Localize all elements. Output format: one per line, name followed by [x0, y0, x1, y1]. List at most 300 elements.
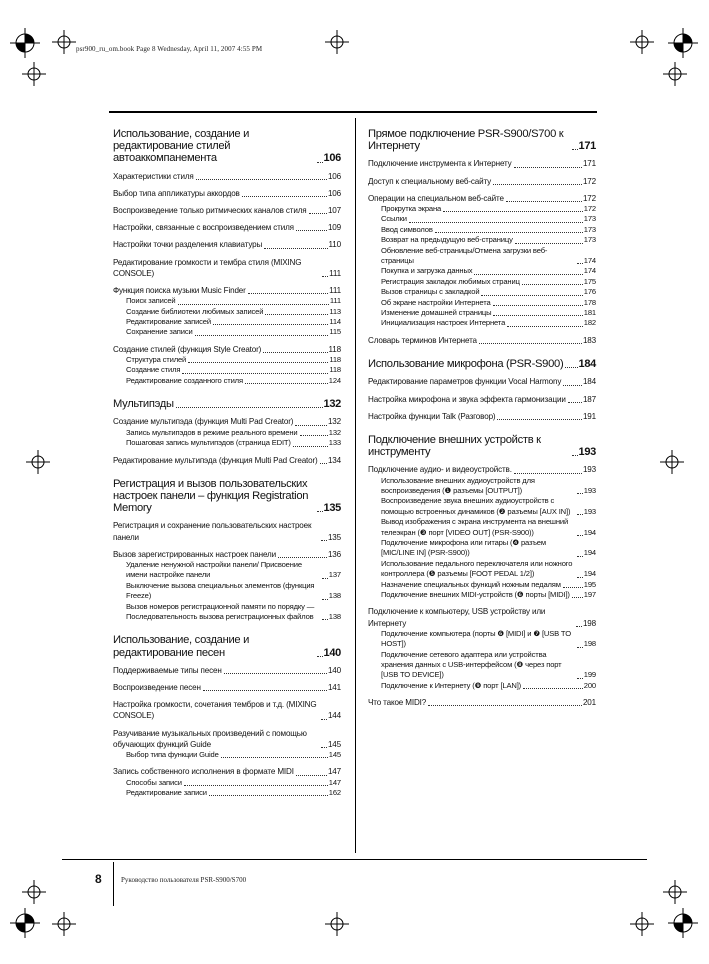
page-number: 8 — [95, 872, 102, 886]
toc-entry[interactable] — [113, 365, 341, 375]
toc-entry-title: Запись мультипэдов в режиме реального времени — [126, 427, 298, 437]
dot-leader — [572, 597, 583, 598]
dot-leader — [493, 184, 582, 185]
toc-entry-page: 106 — [323, 152, 341, 165]
dot-leader — [322, 578, 328, 579]
toc-entry[interactable] — [113, 665, 341, 676]
dot-leader — [481, 295, 582, 296]
toc-entry-title: Создание мультипэда (функция Multi Pad Creator) — [113, 417, 294, 427]
toc-entry[interactable] — [113, 344, 341, 355]
toc-entry[interactable] — [113, 222, 341, 233]
toc-entry[interactable] — [113, 327, 341, 337]
toc-entry[interactable] — [113, 602, 341, 623]
toc-entry-title: Настройка микрофона и звука эффекта гармонизации — [368, 394, 566, 404]
toc-entry-title: Использование внешних аудиоустройств для воспроизведения (❶ разъемы [OUTPUT]) — [381, 475, 535, 495]
toc-entry-page: 145 — [327, 739, 341, 749]
toc-entry-page: 144 — [327, 711, 341, 721]
toc-entry[interactable] — [113, 455, 341, 466]
toc-entry-title: Воспроизведение только ритмических каналов стиля — [113, 206, 307, 216]
crop-mark-top-right-3 — [663, 62, 687, 86]
toc-entry-page: 138 — [328, 591, 341, 601]
dot-leader — [493, 305, 583, 306]
bottom-rule — [62, 859, 647, 860]
toc-entry-title: Редактирование громкости и тембра стиля (MIXING CONSOLE) — [113, 257, 302, 278]
toc-entry-title: Подключение к компьютеру, USB устройству или Интернету — [368, 607, 546, 628]
toc-entry-title: Использование, создание и редактирование песен — [113, 634, 250, 659]
crop-mark-bottom-right-2 — [630, 912, 654, 936]
toc-entry[interactable] — [113, 778, 341, 788]
toc-entry-page: 106 — [327, 171, 341, 181]
toc-entry-title: Создание стилей (функция Style Creator) — [113, 344, 262, 354]
toc-entry-page: 147 — [328, 777, 341, 787]
toc-entry[interactable] — [368, 287, 596, 297]
print-header: psr900_ru_om.book Page 8 Wednesday, April 11, 2007 4:55 PM — [76, 45, 263, 53]
toc-entry[interactable] — [368, 476, 596, 497]
toc-entry-page: 111 — [329, 286, 341, 296]
toc-entry-page: 194 — [583, 569, 596, 579]
dot-leader — [514, 167, 582, 168]
crop-mark-bottom-left — [22, 880, 46, 904]
toc-entry-page: 118 — [328, 344, 341, 354]
dot-leader — [572, 455, 578, 456]
toc-entry[interactable] — [368, 277, 596, 287]
toc-entry-page: 193 — [582, 465, 596, 475]
toc-entry[interactable] — [113, 428, 341, 438]
toc-entry-title: Создание стиля — [126, 365, 181, 375]
toc-entry-page: 106 — [327, 188, 341, 198]
toc-entry[interactable] — [113, 285, 341, 296]
toc-entry[interactable] — [113, 549, 341, 560]
dot-leader — [317, 511, 323, 512]
toc-entry[interactable] — [368, 538, 596, 559]
dot-leader — [264, 248, 327, 249]
toc-entry-title: Подключение к Интернету (❾ порт [LAN]) — [381, 680, 522, 690]
crop-mark-top-right-2 — [668, 28, 698, 58]
toc-entry-title: Поиск записей — [126, 296, 176, 306]
toc-entry-title: Покупка и загрузка данных — [381, 266, 473, 276]
dot-leader — [317, 162, 323, 163]
dot-leader — [514, 473, 582, 474]
toc-entry-title: Создание библиотеки любимых записей — [126, 306, 264, 316]
toc-entry-title: Доступ к специальному веб-сайту — [368, 176, 492, 186]
column-divider — [355, 118, 356, 853]
toc-entry-page: 191 — [582, 411, 596, 421]
toc-entry-title: Ввод символов — [381, 224, 433, 234]
toc-entry[interactable] — [113, 634, 341, 658]
crop-mark-middle-left — [26, 450, 50, 474]
toc-entry[interactable] — [368, 434, 596, 458]
toc-entry-page: 132 — [323, 398, 341, 411]
toc-entry-title: Ссылки — [381, 214, 407, 224]
dot-leader — [224, 673, 327, 674]
toc-entry[interactable] — [368, 308, 596, 318]
dot-leader — [182, 373, 328, 374]
toc-entry-title: Редактирование записей — [126, 317, 211, 327]
toc-entry-title: Способы записи — [126, 777, 182, 787]
toc-entry-page: 198 — [583, 639, 596, 649]
dot-leader — [577, 535, 583, 536]
crop-mark-top-center — [325, 30, 349, 54]
toc-entry[interactable] — [368, 246, 596, 267]
toc-entry[interactable] — [368, 411, 596, 422]
dot-leader — [203, 690, 327, 691]
toc-entry[interactable] — [113, 355, 341, 365]
toc-column-right — [368, 128, 596, 708]
toc-entry-title: Подключение сетевого адаптера или устройства хранения данных с USB-интерфейсом (❽ через порт [USB TO DEVICE]) — [381, 649, 562, 680]
toc-entry-title: Функция поиска музыки Music Finder — [113, 286, 246, 296]
toc-entry-title: Выключение вызова специальных элементов (функция Freeze) — [126, 580, 315, 601]
toc-entry-page: 173 — [583, 224, 596, 234]
toc-entry-page: 162 — [328, 788, 341, 797]
toc-entry-page: 184 — [578, 358, 596, 371]
toc-entry-title: Удаление ненужной настройки панели/ Присвоение имени настройке панели — [126, 559, 302, 580]
toc-entry-page: 140 — [327, 665, 341, 675]
dot-leader — [248, 293, 328, 294]
dot-leader — [213, 324, 328, 325]
toc-entry[interactable] — [368, 606, 596, 628]
crop-mark-top-left-2 — [52, 30, 76, 54]
toc-entry-page: 171 — [578, 140, 596, 153]
toc-entry[interactable] — [368, 376, 596, 387]
toc-entry[interactable] — [113, 128, 341, 165]
dot-leader — [295, 425, 327, 426]
toc-entry[interactable] — [368, 193, 596, 204]
toc-entry-page: 124 — [328, 375, 341, 385]
dot-leader — [322, 276, 328, 277]
dot-leader — [320, 463, 327, 464]
toc-entry-title: Характеристики стиля — [113, 171, 194, 181]
dot-leader — [178, 304, 329, 305]
toc-entry[interactable] — [113, 307, 341, 317]
toc-entry-title: Подключение аудио- и видеоустройств. — [368, 465, 512, 475]
footer-title: Руководство пользователя PSR-S900/S700 — [121, 876, 247, 884]
toc-entry-page: 111 — [329, 296, 341, 306]
toc-entry-title: Назначение специальных функций ножным педалям — [381, 579, 561, 589]
toc-entry[interactable] — [368, 204, 596, 214]
dot-leader — [435, 232, 583, 233]
toc-entry-title: Настройка громкости, сочетания тембров и т.д. (MIXING CONSOLE) — [113, 700, 317, 721]
toc-entry-page: 137 — [328, 570, 341, 580]
toc-entry-page: 107 — [327, 206, 341, 216]
dot-leader — [506, 201, 582, 202]
toc-entry-title: Настройки, связанные с воспроизведением стиля — [113, 223, 294, 233]
toc-entry-page: 194 — [583, 527, 596, 537]
dot-leader — [563, 587, 583, 588]
toc-entry-title: Настройки точки разделения клавиатуры — [113, 240, 263, 250]
toc-entry-title: Пошаговая запись мультипэдов (страница EDIT) — [126, 438, 291, 448]
toc-entry[interactable] — [368, 590, 596, 600]
dot-leader — [278, 557, 327, 558]
toc-entry-page: 147 — [327, 767, 341, 777]
dot-leader — [576, 626, 582, 627]
dot-leader — [428, 705, 582, 706]
toc-entry[interactable] — [368, 158, 596, 169]
dot-leader — [577, 647, 583, 648]
toc-entry-page: 172 — [583, 204, 596, 214]
dot-leader — [317, 656, 323, 657]
dot-leader — [184, 785, 328, 786]
toc-entry[interactable] — [368, 559, 596, 580]
toc-entry-page: 193 — [583, 485, 596, 495]
dot-leader — [242, 196, 327, 197]
dot-leader — [568, 402, 582, 403]
toc-entry-page: 184 — [582, 377, 596, 387]
dot-leader — [577, 556, 583, 557]
toc-entry-page: 133 — [328, 438, 341, 448]
dot-leader — [565, 367, 577, 368]
toc-entry-page: 115 — [329, 327, 341, 337]
toc-entry[interactable] — [113, 376, 341, 386]
toc-entry-title: Прокрутка экрана — [381, 204, 442, 214]
dot-leader — [577, 514, 583, 515]
toc-entry-title: Воспроизведение песен — [113, 682, 201, 692]
toc-entry-page: 182 — [583, 318, 596, 328]
toc-entry-title: Регистрация и сохранение пользовательских настроек панели — [113, 521, 312, 542]
toc-entry[interactable] — [113, 788, 341, 798]
dot-leader — [188, 362, 328, 363]
toc-entry[interactable] — [113, 416, 341, 427]
dot-leader — [497, 419, 581, 420]
toc-entry[interactable] — [368, 650, 596, 681]
dot-leader — [577, 263, 583, 264]
toc-entry[interactable] — [113, 728, 341, 750]
toc-entry-title: Обновление веб-страницы/Отмена загрузки веб-страницы — [381, 245, 548, 266]
toc-entry[interactable] — [113, 205, 341, 216]
toc-entry[interactable] — [368, 225, 596, 235]
toc-entry[interactable] — [368, 394, 596, 405]
toc-entry[interactable] — [113, 257, 341, 279]
dot-leader — [265, 314, 328, 315]
dot-leader — [195, 335, 329, 336]
toc-entry-page: 172 — [582, 193, 596, 203]
top-rule — [109, 111, 597, 113]
dot-leader — [507, 326, 583, 327]
toc-entry-page: 114 — [329, 317, 341, 327]
toc-entry-title: Редактирование созданного стиля — [126, 375, 243, 385]
toc-entry[interactable] — [113, 171, 341, 182]
toc-entry-page: 187 — [582, 394, 596, 404]
toc-entry-page: 193 — [583, 506, 596, 516]
toc-entry[interactable] — [368, 629, 596, 650]
toc-entry[interactable] — [368, 318, 596, 328]
toc-entry[interactable] — [113, 317, 341, 327]
toc-entry-title: Структура стилей — [126, 355, 187, 365]
toc-entry-page: 193 — [578, 446, 596, 459]
toc-entry-title: Воспроизведение звука внешних аудиоустройств с помощью встроенных динамиков (❷ разъемы [AUX IN]) — [381, 496, 571, 516]
dot-leader — [572, 149, 578, 150]
toc-entry-title: Сохранение записи — [126, 327, 193, 337]
toc-entry[interactable] — [368, 335, 596, 346]
toc-entry-page: 181 — [583, 308, 596, 318]
toc-entry-title: Мультипэды — [113, 398, 174, 411]
toc-entry[interactable] — [113, 560, 341, 581]
crop-mark-bottom-center — [325, 912, 349, 936]
dot-leader — [474, 274, 582, 275]
toc-entry-title: Подключение инструмента к Интернету — [368, 159, 512, 169]
toc-entry-title: Выбор типа аппликатуры аккордов — [113, 188, 240, 198]
toc-entry-page: 132 — [328, 427, 341, 437]
toc-entry-title: Операции на специальном веб-сайте — [368, 193, 504, 203]
toc-entry[interactable] — [368, 496, 596, 517]
crop-mark-top-right — [630, 30, 654, 54]
dot-leader — [479, 343, 582, 344]
toc-entry-title: Инициализация настроек Интернета — [381, 318, 506, 328]
crop-mark-middle-right — [660, 450, 684, 474]
toc-entry[interactable] — [368, 464, 596, 475]
toc-entry-page: 140 — [323, 646, 341, 659]
toc-entry[interactable] — [113, 682, 341, 693]
dot-leader — [522, 284, 583, 285]
toc-entry[interactable] — [368, 298, 596, 308]
dot-leader — [322, 619, 328, 620]
toc-entry[interactable] — [368, 128, 596, 152]
toc-entry-title: Запись собственного исполнения в формате MIDI — [113, 767, 294, 777]
toc-entry[interactable] — [113, 188, 341, 199]
toc-entry[interactable] — [368, 214, 596, 224]
toc-entry[interactable] — [113, 398, 341, 410]
toc-entry-page: 145 — [328, 749, 341, 759]
toc-entry[interactable] — [368, 517, 596, 538]
toc-entry-page: 174 — [583, 256, 596, 266]
toc-entry-page: 183 — [582, 335, 596, 345]
dot-leader — [563, 385, 582, 386]
toc-entry-title: Регистрация закладок любимых страниц — [381, 276, 520, 286]
toc-entry-page: 134 — [327, 455, 341, 465]
toc-entry-title: Вызов страницы с закладкой — [381, 287, 480, 297]
toc-entry-page: 175 — [583, 276, 596, 286]
toc-entry-title: Что такое MIDI? — [368, 698, 427, 708]
toc-entry-title: Регистрация и вызов пользовательских настроек панели – функция Registration Memory — [113, 477, 309, 515]
toc-entry[interactable] — [368, 176, 596, 187]
toc-entry-page: 194 — [583, 548, 596, 558]
crop-mark-bottom-left-3 — [52, 912, 76, 936]
dot-leader — [493, 315, 582, 316]
toc-entry-title: Использование микрофона (PSR-S900) — [368, 358, 564, 371]
dot-leader — [296, 775, 327, 776]
dot-leader — [577, 678, 583, 679]
dot-leader — [409, 222, 583, 223]
toc-entry-page: 198 — [582, 618, 596, 628]
dot-leader — [321, 540, 327, 541]
dot-leader — [515, 243, 583, 244]
toc-entry[interactable] — [113, 438, 341, 448]
crop-mark-bottom-right-3 — [668, 908, 698, 938]
toc-entry-page: 109 — [327, 223, 341, 233]
toc-entry-page: 200 — [583, 680, 596, 690]
footer-divider — [113, 862, 114, 906]
toc-entry-page: 174 — [583, 266, 596, 276]
dot-leader — [322, 599, 328, 600]
toc-entry-title: Изменение домашней страницы — [381, 308, 492, 318]
toc-entry[interactable] — [368, 697, 596, 708]
toc-entry-title: Разучивание музыкальных произведений с помощью обучающих функций Guide — [113, 728, 307, 749]
dot-leader — [300, 435, 328, 436]
toc-entry-title: Возврат на предыдущую веб-страницу — [381, 235, 513, 245]
toc-entry[interactable] — [368, 580, 596, 590]
toc-entry[interactable] — [113, 239, 341, 250]
toc-entry-page: 135 — [327, 532, 341, 542]
dot-leader — [296, 230, 327, 231]
toc-entry-page: 110 — [328, 240, 341, 250]
toc-entry[interactable] — [368, 266, 596, 276]
toc-entry-title: Словарь терминов Интернета — [368, 335, 477, 345]
toc-entry-page: 173 — [583, 214, 596, 224]
dot-leader — [321, 747, 327, 748]
toc-entry-page: 176 — [583, 287, 596, 297]
dot-leader — [293, 446, 328, 447]
crop-mark-top-left — [10, 28, 40, 58]
toc-entry-page: 195 — [583, 579, 596, 589]
dot-leader — [321, 719, 327, 720]
dot-leader — [443, 211, 583, 212]
toc-entry-title: Поддерживаемые типы песен — [113, 665, 222, 675]
toc-entry-page: 178 — [583, 297, 596, 307]
toc-entry[interactable] — [113, 699, 341, 721]
toc-entry-page: 171 — [582, 159, 596, 169]
dot-leader — [196, 179, 327, 180]
toc-entry-page: 118 — [329, 365, 341, 375]
toc-entry-page: 141 — [327, 682, 341, 692]
toc-entry-page: 199 — [583, 670, 596, 680]
toc-column-left — [113, 128, 341, 798]
dot-leader — [209, 795, 328, 796]
toc-entry[interactable] — [368, 358, 596, 370]
toc-entry-title: Вызов зарегистрированных настроек панели — [113, 549, 276, 559]
toc-entry[interactable] — [113, 296, 341, 306]
toc-entry-page: 136 — [327, 549, 341, 559]
crop-mark-top-left-3 — [22, 62, 46, 86]
toc-entry-page: 113 — [329, 306, 341, 316]
crop-mark-bottom-right — [663, 880, 687, 904]
toc-entry-page: 197 — [583, 589, 596, 599]
toc-entry-title: Подключение компьютера (порты ❻ [MIDI] и ❼ [USB TO HOST]) — [381, 628, 571, 649]
toc-entry-page: 118 — [329, 355, 341, 365]
crop-mark-bottom-left-2 — [10, 908, 40, 938]
toc-entry-title: Выбор типа функции Guide — [126, 749, 219, 759]
toc-entry-page: 135 — [323, 502, 341, 515]
toc-entry-title: Об экране настройки Интернета — [381, 297, 491, 307]
toc-entry-title: Редактирование записи — [126, 788, 207, 797]
toc-entry-title: Редактирование мультипэда (функция Multi Pad Creator) — [113, 455, 318, 465]
toc-entry-page: 138 — [328, 611, 341, 621]
toc-entry[interactable] — [113, 750, 341, 760]
toc-entry[interactable] — [113, 478, 341, 515]
toc-entry-page: 173 — [583, 235, 596, 245]
dot-leader — [309, 213, 327, 214]
toc-entry[interactable] — [113, 581, 341, 602]
toc-entry-title: Вызов номеров регистрационной памяти по порядку — Последовательность вызова регистрационных файлов — [126, 601, 315, 621]
toc-entry-page: 111 — [329, 268, 341, 278]
toc-entry-title: Редактирование параметров функции Vocal Harmony — [368, 377, 562, 387]
dot-leader — [577, 493, 583, 494]
toc-entry[interactable] — [368, 681, 596, 691]
toc-entry-page: 172 — [582, 176, 596, 186]
toc-entry-title: Вывод изображения с экрана инструмента на внешний телеэкран (❸ порт [VIDEO OUT] (PSR-S900)) — [381, 517, 569, 537]
toc-entry[interactable] — [368, 235, 596, 245]
toc-entry-title: Настройка функции Talk (Разговор) — [368, 411, 496, 421]
dot-leader — [577, 577, 583, 578]
toc-entry-title: Подключение микрофона или гитары (❹ разъем [MIC/LINE IN] (PSR-S900)) — [381, 537, 546, 558]
toc-entry[interactable] — [113, 520, 341, 542]
toc-entry-page: 201 — [582, 698, 596, 708]
toc-entry-page: 132 — [327, 417, 341, 427]
toc-entry[interactable] — [113, 766, 341, 777]
dot-leader — [523, 688, 583, 689]
toc-entry-title: Подключение внешних MIDI-устройств (❻ порты [MIDI]) — [381, 589, 570, 599]
toc-entry-title: Использование, создание и редактирование стилей автоаккомпанемента — [113, 128, 250, 165]
dot-leader — [221, 757, 328, 758]
dot-leader — [245, 383, 328, 384]
